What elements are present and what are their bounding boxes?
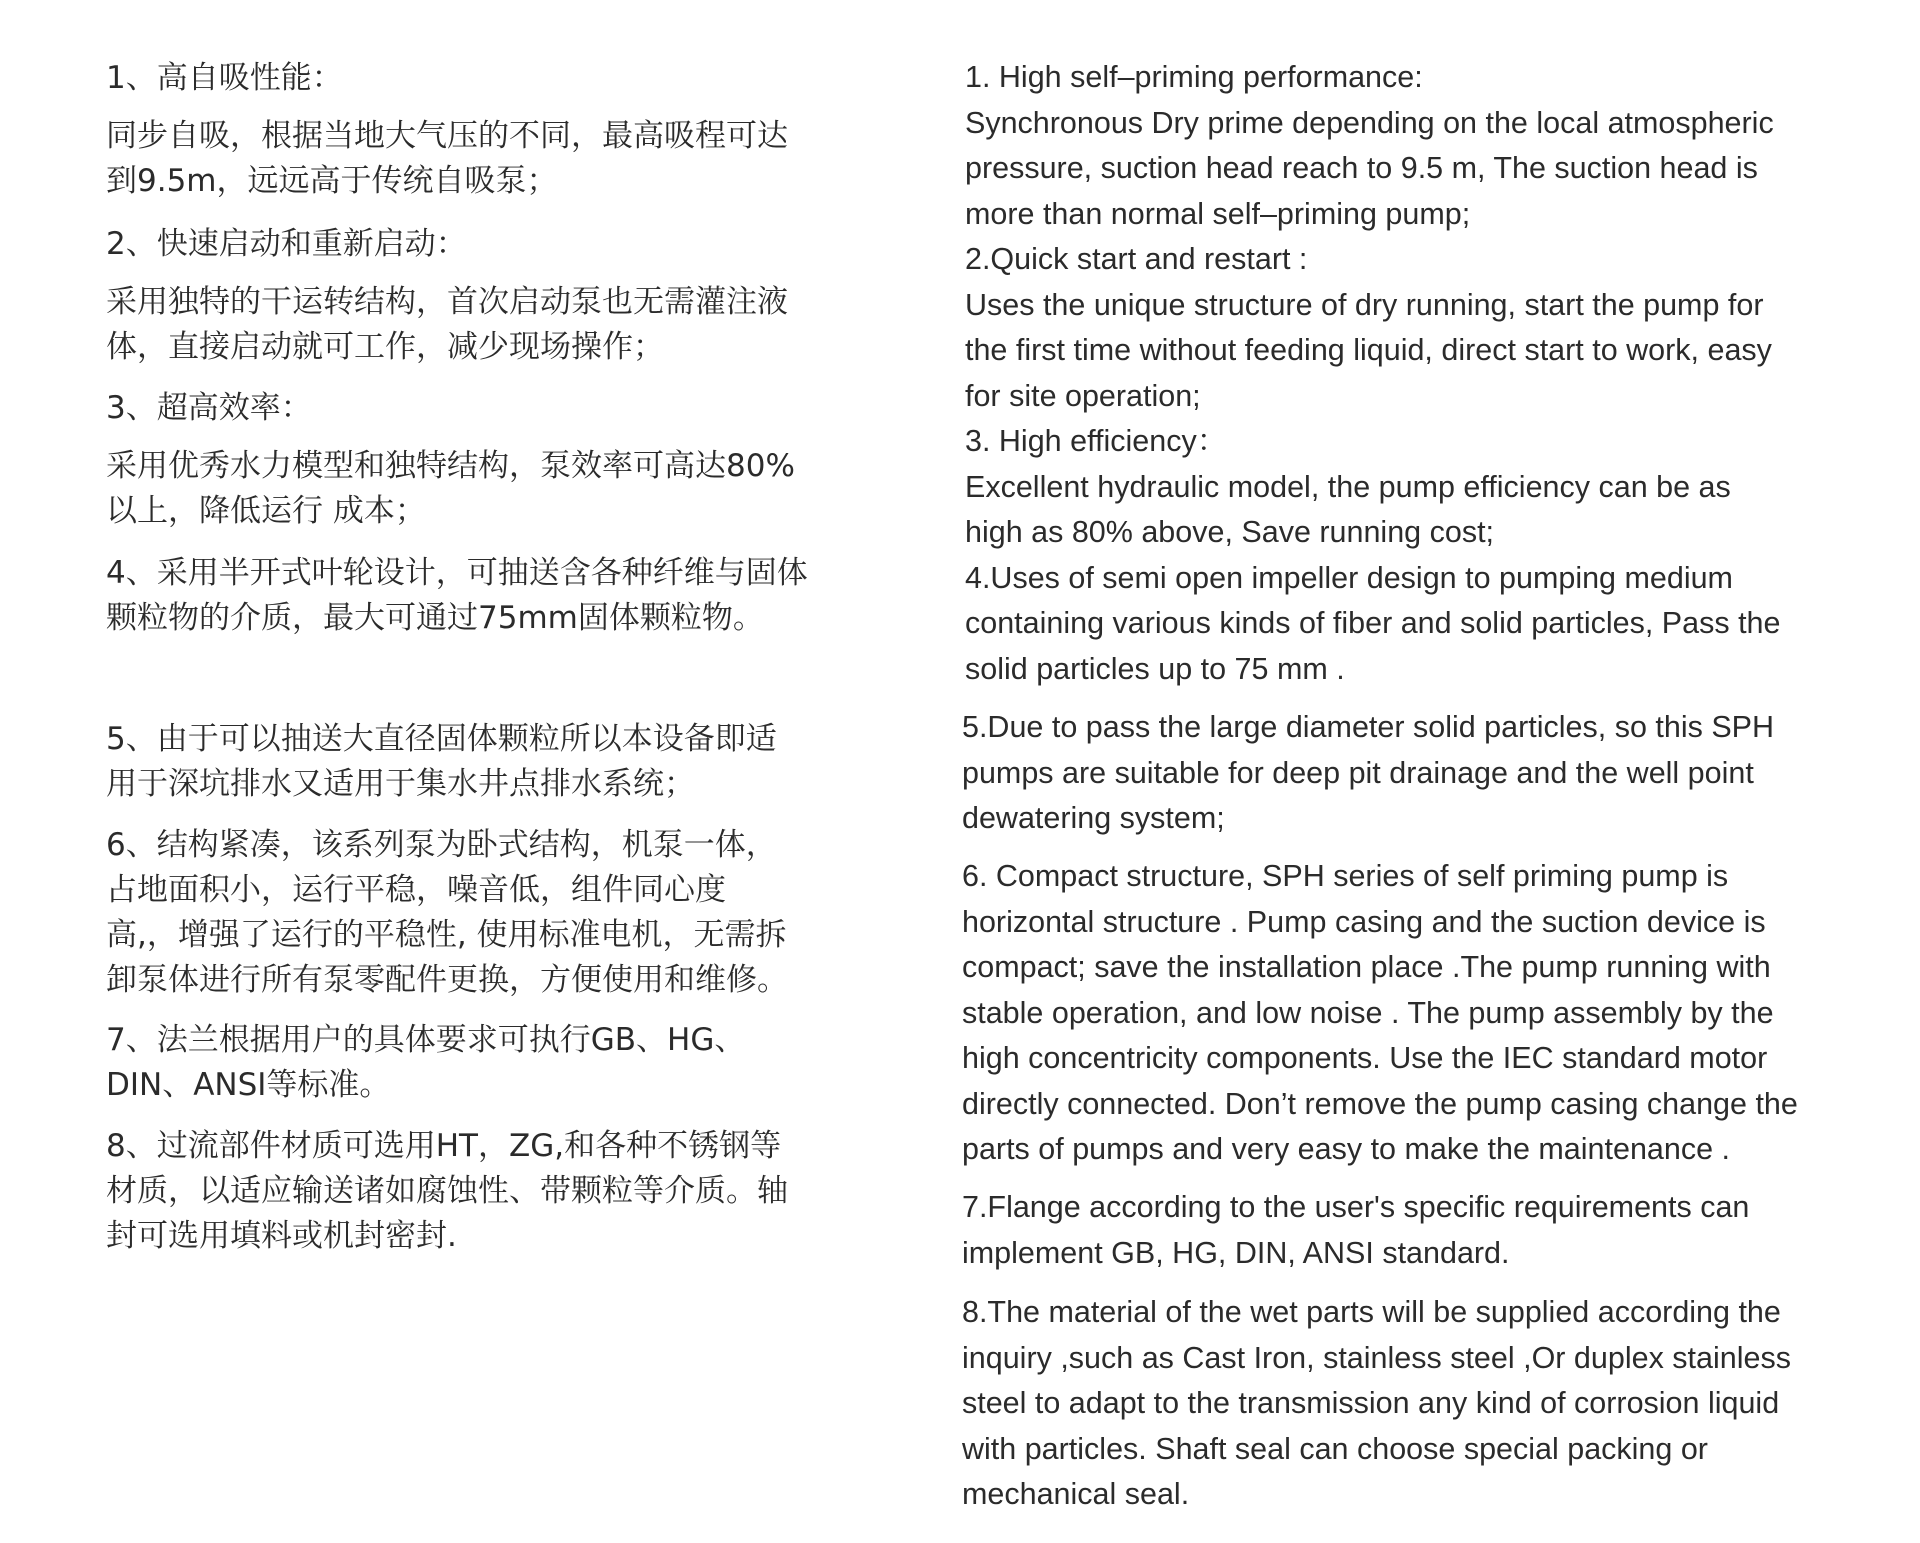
cn-paragraph-2: 采用独特的干运转结构，首次启动泵也无需灌注液 体，直接启动就可工作，减少现场操作； (106, 284, 788, 365)
cn-paragraph-8: 8、过流部件材质可选用HT，ZG,和各种不锈钢等 材质，以适应输送诸如腐蚀性、带颗粒等介质。轴 封可选用填料或机封密封. (106, 1128, 788, 1254)
cn-heading-2: 2、快速启动和重新启动： (106, 226, 467, 262)
en-paragraph-7: 7.Flange according to the user's specific requirements can implement GB, HG, DIN, ANSI standard. (962, 1190, 1750, 1270)
cn-heading-3: 3、超高效率： (106, 390, 312, 426)
en-paragraph-1-4: 1. High self–priming performance: Synchronous Dry prime depending on the local atmospheric pressure, suction head reach to 9.5 m, The suction head is more than normal self–priming pump; 2.Quick start and restart : Uses the unique structure of dry running, start the pump for the first time without feeding liquid, direct start to work, easy for site operation; 3. High efficiency： Excellent hydraulic model, the pump efficiency can be as high as 80% above, Save running cost; 4.Uses of semi open impeller design to pumping medium containing various kinds of fiber and solid particles, Pass the solid particles up to 75 mm . (965, 60, 1781, 686)
cn-heading-1: 1、高自吸性能： (106, 60, 343, 96)
cn-paragraph-6: 6、结构紧凑，该系列泵为卧式结构，机泵一体， 占地面积小，运行平稳，噪音低，组件同心度 高,，增强了运行的平稳性, 使用标准电机，无需拆 卸泵体进行所有泵零配件更换，方便使用和维修。 (106, 827, 788, 998)
en-paragraph-5: 5.Due to pass the large diameter solid particles, so this SPH pumps are suitable for deep pit drainage and the well point dewatering system; (962, 710, 1775, 835)
cn-paragraph-7: 7、法兰根据用户的具体要求可执行GB、HG、 DIN、ANSI等标准。 (106, 1022, 746, 1103)
cn-paragraph-5: 5、由于可以抽送大直径固体颗粒所以本设备即适 用于深坑排水又适用于集水井点排水系统； (106, 721, 777, 802)
en-paragraph-6: 6. Compact structure, SPH series of self priming pump is horizontal structure . Pump casing and the suction device is compact; save the installation place .The pump running with stable operation, and low noise . The pump assembly by the high concentricity components. Use the IEC standard motor directly connected. Don’t remove the pump casing change the parts of pumps and very easy to make the maintenance . (962, 859, 1798, 1166)
cn-paragraph-4: 4、采用半开式叶轮设计，可抽送含各种纤维与固体 颗粒物的介质，最大可通过75mm固体颗粒物。 (106, 555, 808, 636)
cn-paragraph-3: 采用优秀水力模型和独特结构，泵效率可高达80% 以上，降低运行 成本； (106, 448, 795, 529)
en-paragraph-8: 8.The material of the wet parts will be supplied according the inquiry ,such as Cast Iron, stainless steel ,Or duplex stainless steel to adapt to the transmission any kind of corrosion liquid with particles. Shaft seal can choose special packing or mechanical seal. (962, 1295, 1791, 1511)
cn-paragraph-1: 同步自吸，根据当地大气压的不同，最高吸程可达 到9.5m，远远高于传统自吸泵； (106, 118, 788, 199)
